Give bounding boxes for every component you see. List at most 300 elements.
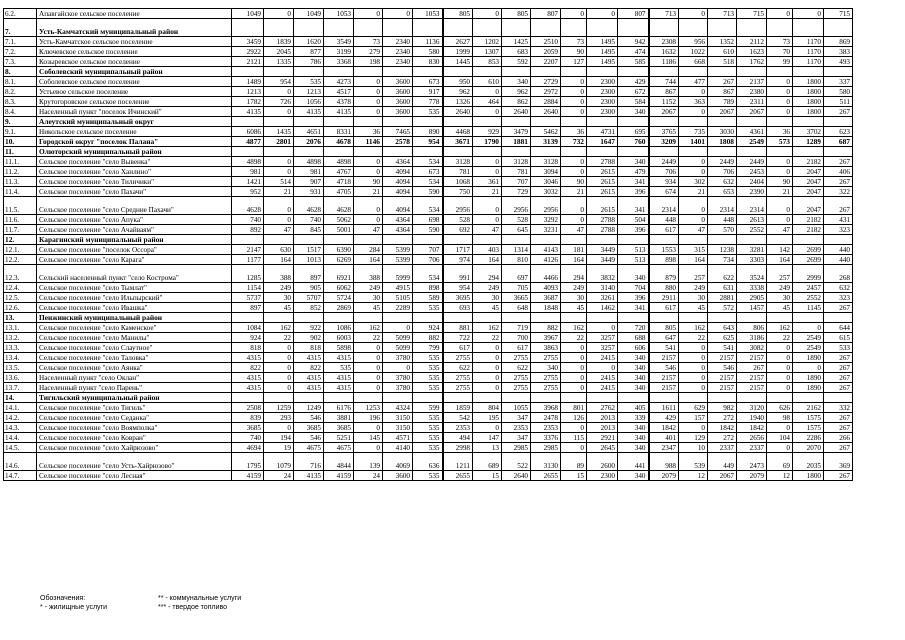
value-cell: 267 — [824, 177, 853, 187]
value-cell: 1890 — [793, 373, 824, 383]
value-cell: 546 — [708, 363, 737, 373]
value-cell: 3600 — [383, 471, 413, 481]
value-cell: 3780 — [383, 353, 413, 363]
value-cell: 3702 — [793, 127, 824, 137]
value-cell: 0 — [354, 9, 383, 19]
value-cell: 0 — [473, 9, 502, 19]
value-cell: 572 — [708, 303, 737, 313]
value-cell: 805 — [649, 323, 679, 333]
settlement-name-cell: Сельское поселение "село Усть-Хайрюзово" — [37, 453, 232, 471]
value-cell: 340 — [502, 77, 531, 87]
value-cell: 4135 — [294, 107, 324, 117]
value-cell: 720 — [618, 323, 649, 333]
value-cell — [649, 235, 679, 245]
value-cell: 535 — [413, 383, 443, 393]
value-cell: 0 — [561, 197, 587, 215]
value-cell: 36 — [354, 127, 383, 137]
value-cell — [767, 313, 793, 323]
row-number-cell: 14.7. — [4, 471, 37, 481]
value-cell: 862 — [502, 97, 531, 107]
value-cell: 3292 — [531, 215, 561, 225]
value-cell: 735 — [679, 127, 708, 137]
value-cell: 897 — [294, 265, 324, 283]
value-cell: 164 — [473, 255, 502, 265]
value-cell: 162 — [264, 323, 294, 333]
value-cell: 1314 — [502, 245, 531, 255]
value-cell — [824, 19, 853, 37]
value-cell: 0 — [264, 343, 294, 353]
value-cell: 2415 — [587, 373, 618, 383]
settlement-name-cell: Апавгайское сельское поселение — [37, 9, 232, 19]
settlement-name-cell: Городской округ "поселок Палана" — [37, 137, 232, 147]
value-cell: 981 — [232, 167, 264, 177]
table-row — [4, 177, 853, 187]
value-cell — [824, 313, 853, 323]
value-cell: 0 — [767, 97, 793, 107]
value-cell: 0 — [354, 383, 383, 393]
value-cell: 1800 — [793, 87, 824, 97]
value-cell — [264, 313, 294, 323]
value-cell: 139 — [354, 453, 383, 471]
settlement-name-cell: Тигильский муниципальный район — [37, 393, 232, 403]
value-cell: 1842 — [649, 423, 679, 433]
value-cell: 3549 — [324, 37, 354, 47]
value-cell — [793, 67, 824, 77]
value-cell: 0 — [679, 9, 708, 19]
value-cell — [294, 117, 324, 127]
value-cell: 3139 — [531, 137, 561, 147]
value-cell: 340 — [531, 363, 561, 373]
row-number-cell: 14.6. — [4, 453, 37, 471]
value-cell: 4678 — [324, 137, 354, 147]
settlement-name-cell: Сельское поселение "село Лесная" — [37, 471, 232, 481]
table-row — [4, 433, 853, 443]
value-cell: 0 — [561, 343, 587, 353]
value-cell: 3600 — [383, 97, 413, 107]
value-cell: 30 — [354, 293, 383, 303]
value-cell: 1517 — [294, 245, 324, 255]
value-cell: 2613 — [737, 215, 767, 225]
value-cell: 1575 — [793, 413, 824, 423]
table-row — [4, 57, 853, 67]
value-cell: 599 — [413, 403, 443, 413]
value-cell: 5099 — [383, 343, 413, 353]
value-cell: 2615 — [587, 187, 618, 197]
value-cell: 622 — [708, 265, 737, 283]
value-cell: 22 — [473, 333, 502, 343]
value-cell: 689 — [473, 453, 502, 471]
value-cell: 294 — [561, 265, 587, 283]
table-row — [4, 77, 853, 87]
value-cell: 1800 — [793, 77, 824, 87]
value-cell: 1795 — [232, 453, 264, 471]
value-cell: 573 — [767, 137, 793, 147]
value-cell: 2380 — [737, 87, 767, 97]
value-cell: 341 — [618, 303, 649, 313]
value-cell: 924 — [413, 323, 443, 333]
value-cell: 401 — [649, 433, 679, 443]
value-cell — [679, 67, 708, 77]
value-cell: 22 — [354, 333, 383, 343]
value-cell: 1401 — [679, 137, 708, 147]
value-cell: 3881 — [324, 413, 354, 423]
value-cell — [383, 19, 413, 37]
value-cell: 0 — [264, 215, 294, 225]
value-cell: 570 — [708, 225, 737, 235]
value-cell: 1170 — [793, 57, 824, 67]
value-cell: 145 — [354, 433, 383, 443]
value-cell: 341 — [618, 197, 649, 215]
value-cell: 897 — [232, 303, 264, 313]
value-cell: 2157 — [708, 383, 737, 393]
value-cell — [443, 117, 473, 127]
settlement-name-cell: Сельский населенный пункт "село Кострома" — [37, 265, 232, 283]
value-cell — [502, 393, 531, 403]
value-cell: 2755 — [531, 373, 561, 383]
value-cell: 713 — [708, 9, 737, 19]
value-cell: 672 — [618, 87, 649, 97]
settlement-name-cell: Соболевский муниципальный район — [37, 67, 232, 77]
value-cell: 2473 — [737, 453, 767, 471]
value-cell: 69 — [767, 453, 793, 471]
value-cell — [824, 67, 853, 77]
table-row — [4, 215, 853, 225]
value-cell: 98 — [767, 413, 793, 423]
value-cell: 396 — [618, 293, 649, 303]
value-cell: 45 — [264, 303, 294, 313]
value-cell — [793, 117, 824, 127]
table-row — [4, 343, 853, 353]
value-cell: 47 — [679, 225, 708, 235]
value-cell — [679, 235, 708, 245]
value-cell: 0 — [679, 343, 708, 353]
value-cell: 90 — [354, 177, 383, 187]
table-row — [4, 293, 853, 303]
value-cell: 535 — [413, 107, 443, 117]
value-cell: 2353 — [531, 423, 561, 433]
value-cell: 5724 — [324, 293, 354, 303]
value-cell: 429 — [618, 77, 649, 87]
value-cell: 198 — [354, 57, 383, 67]
value-cell — [473, 235, 502, 245]
value-cell: 0 — [561, 443, 587, 453]
row-number-cell: 13.5. — [4, 363, 37, 373]
value-cell: 2905 — [737, 293, 767, 303]
value-cell: 0 — [767, 343, 793, 353]
value-cell: 1808 — [708, 137, 737, 147]
value-cell: 2922 — [232, 47, 264, 57]
value-cell: 2645 — [587, 443, 618, 453]
value-cell — [232, 313, 264, 323]
value-cell: 164 — [679, 255, 708, 265]
row-number-cell: 10. — [4, 137, 37, 147]
value-cell: 535 — [413, 363, 443, 373]
value-cell: 892 — [232, 225, 264, 235]
table-row — [4, 363, 853, 373]
value-cell: 267 — [824, 303, 853, 313]
value-cell: 1881 — [502, 137, 531, 147]
value-cell — [793, 313, 824, 323]
settlement-name-cell: Сельское поселение "село Таловка" — [37, 353, 232, 363]
value-cell: 1999 — [443, 47, 473, 57]
value-cell: 3968 — [531, 403, 561, 413]
value-cell: 4143 — [531, 245, 561, 255]
value-cell: 2788 — [587, 215, 618, 225]
value-cell — [413, 67, 443, 77]
value-cell: 0 — [679, 353, 708, 363]
row-number-cell: 7.1. — [4, 37, 37, 47]
value-cell: 267 — [824, 423, 853, 433]
value-cell — [473, 313, 502, 323]
value-cell — [824, 393, 853, 403]
value-cell: 3600 — [383, 77, 413, 87]
value-cell: 0 — [767, 167, 793, 177]
value-cell: 867 — [649, 87, 679, 97]
value-cell — [531, 147, 561, 157]
value-cell: 2157 — [649, 383, 679, 393]
value-cell: 45 — [679, 303, 708, 313]
value-cell: 632 — [824, 283, 853, 293]
value-cell: 673 — [413, 77, 443, 87]
value-cell: 340 — [618, 423, 649, 433]
value-cell: 267 — [737, 363, 767, 373]
value-cell: 3303 — [737, 255, 767, 265]
value-cell: 5001 — [324, 225, 354, 235]
value-cell: 2956 — [531, 197, 561, 215]
value-cell — [618, 19, 649, 37]
value-cell: 5462 — [531, 127, 561, 137]
value-cell: 3780 — [383, 373, 413, 383]
value-cell — [443, 19, 473, 37]
value-cell: 716 — [294, 453, 324, 471]
value-cell — [561, 67, 587, 77]
value-cell — [383, 147, 413, 157]
value-cell: 2067 — [649, 107, 679, 117]
value-cell: 0 — [767, 443, 793, 453]
value-cell: 196 — [354, 413, 383, 423]
value-cell: 0 — [383, 9, 413, 19]
value-cell: 645 — [502, 225, 531, 235]
value-cell: 917 — [413, 87, 443, 97]
value-cell: 2985 — [502, 443, 531, 453]
value-cell: 5399 — [383, 255, 413, 265]
value-cell: 1170 — [793, 37, 824, 47]
settlement-name-cell: Ключевское сельское поселение — [37, 47, 232, 57]
value-cell — [294, 67, 324, 77]
value-cell: 0 — [264, 373, 294, 383]
row-number-cell: 11.7. — [4, 225, 37, 235]
value-cell: 3376 — [531, 433, 561, 443]
value-cell: 2615 — [587, 197, 618, 215]
value-cell: 513 — [618, 255, 649, 265]
value-cell: 2112 — [737, 37, 767, 47]
value-cell: 448 — [649, 215, 679, 225]
row-number-cell: 12.6. — [4, 303, 37, 313]
value-cell: 272 — [708, 433, 737, 443]
value-cell: 668 — [679, 57, 708, 67]
value-cell — [587, 67, 618, 77]
value-cell — [824, 147, 853, 157]
value-cell: 129 — [679, 433, 708, 443]
value-cell: 760 — [618, 137, 649, 147]
value-cell — [232, 235, 264, 245]
value-cell: 0 — [679, 383, 708, 393]
value-cell: 592 — [502, 57, 531, 67]
value-cell: 162 — [679, 323, 708, 333]
value-cell: 0 — [793, 9, 824, 19]
value-cell: 2300 — [587, 107, 618, 117]
value-cell: 2157 — [737, 373, 767, 383]
value-cell: 0 — [767, 87, 793, 97]
value-cell: 340 — [618, 471, 649, 481]
value-cell: 3832 — [587, 265, 618, 283]
value-cell — [294, 235, 324, 245]
value-cell: 2070 — [793, 443, 824, 453]
value-cell: 164 — [354, 255, 383, 265]
value-cell: 1890 — [793, 383, 824, 393]
value-cell: 3338 — [737, 283, 767, 293]
value-cell: 1326 — [443, 97, 473, 107]
settlement-name-cell: Усть-Камчатское сельское поселение — [37, 37, 232, 47]
value-cell: 4694 — [232, 443, 264, 453]
value-cell: 24 — [264, 471, 294, 481]
row-number-cell: 14.4. — [4, 433, 37, 443]
value-cell: 4675 — [294, 443, 324, 453]
row-number-cell: 9.1. — [4, 127, 37, 137]
value-cell: 1079 — [264, 453, 294, 471]
settlement-name-cell: Сельское поселение "село Слаутное" — [37, 343, 232, 353]
value-cell: 2157 — [737, 353, 767, 363]
value-cell: 740 — [232, 433, 264, 443]
table-row — [4, 383, 853, 393]
value-cell: 249 — [264, 283, 294, 293]
value-cell: 4468 — [443, 127, 473, 137]
settlement-name-cell: Сельское поселение "село Каменское" — [37, 323, 232, 333]
value-cell: 1800 — [793, 97, 824, 107]
value-cell: 934 — [649, 177, 679, 187]
value-cell: 674 — [649, 187, 679, 197]
value-cell: 3261 — [587, 293, 618, 303]
value-cell: 405 — [618, 403, 649, 413]
value-cell: 4898 — [294, 157, 324, 167]
value-cell: 3449 — [587, 255, 618, 265]
value-cell: 1352 — [708, 37, 737, 47]
value-cell: 21 — [679, 187, 708, 197]
value-cell: 1022 — [679, 47, 708, 57]
value-cell — [649, 19, 679, 37]
value-cell — [232, 19, 264, 37]
value-cell — [294, 19, 324, 37]
value-cell: 942 — [618, 37, 649, 47]
row-number-cell: 11.5. — [4, 197, 37, 215]
value-cell — [413, 393, 443, 403]
value-cell: 1259 — [264, 403, 294, 413]
row-number-cell: 14.3. — [4, 423, 37, 433]
settlement-name-cell: Сельское поселение "село Средние Пахачи" — [37, 197, 232, 215]
value-cell — [618, 67, 649, 77]
value-cell: 3695 — [443, 293, 473, 303]
value-cell: 707 — [413, 245, 443, 255]
value-cell: 0 — [587, 323, 618, 333]
value-cell — [767, 147, 793, 157]
row-number-cell: 7.3. — [4, 57, 37, 67]
value-cell: 2656 — [737, 433, 767, 443]
value-cell: 5251 — [324, 433, 354, 443]
settlement-name-cell: Сельское поселение "село Воямполка" — [37, 423, 232, 433]
value-cell: 5099 — [383, 333, 413, 343]
value-cell: 647 — [649, 333, 679, 343]
row-number-cell: 13.4. — [4, 353, 37, 363]
value-cell: 1421 — [232, 177, 264, 187]
value-cell — [383, 67, 413, 77]
value-cell: 3685 — [232, 423, 264, 433]
value-cell — [531, 67, 561, 77]
value-cell: 4361 — [737, 127, 767, 137]
value-cell: 3449 — [587, 245, 618, 255]
value-cell: 1782 — [232, 97, 264, 107]
value-cell: 10 — [679, 443, 708, 453]
value-cell: 494 — [443, 433, 473, 443]
value-cell: 732 — [561, 137, 587, 147]
value-cell: 1495 — [587, 37, 618, 47]
value-cell — [324, 117, 354, 127]
value-cell: 4628 — [324, 197, 354, 215]
value-cell: 2182 — [793, 225, 824, 235]
value-cell: 2869 — [324, 303, 354, 313]
value-cell: 4140 — [383, 443, 413, 453]
value-cell: 2147 — [232, 245, 264, 255]
settlement-name-cell: Сельское поселение "село Седанка" — [37, 413, 232, 423]
value-cell: 535 — [413, 471, 443, 481]
value-cell: 0 — [767, 383, 793, 393]
value-cell: 1623 — [737, 47, 767, 57]
value-cell: 464 — [473, 97, 502, 107]
value-cell: 1553 — [649, 245, 679, 255]
value-cell — [618, 117, 649, 127]
value-cell: 630 — [264, 245, 294, 255]
value-cell: 15 — [473, 471, 502, 481]
value-cell: 0 — [679, 197, 708, 215]
table-row — [4, 443, 853, 453]
value-cell: 90 — [561, 177, 587, 187]
value-cell: 4651 — [294, 127, 324, 137]
value-cell: 0 — [679, 363, 708, 373]
value-cell: 643 — [708, 323, 737, 333]
settlement-name-cell: Сельское поселение "село Пахачи" — [37, 187, 232, 197]
row-number-cell: 13.1. — [4, 323, 37, 333]
value-cell: 3209 — [649, 137, 679, 147]
value-cell: 698 — [413, 215, 443, 225]
value-cell — [324, 67, 354, 77]
settlement-name-cell: Сельское поселение "село Апука" — [37, 215, 232, 225]
value-cell: 22 — [561, 333, 587, 343]
value-cell: 4315 — [294, 383, 324, 393]
value-cell — [587, 147, 618, 157]
row-number-cell: 6.2. — [4, 9, 37, 19]
value-cell: 0 — [473, 353, 502, 363]
value-cell: 267 — [824, 353, 853, 363]
value-cell: 6086 — [232, 127, 264, 137]
value-cell: 706 — [413, 255, 443, 265]
value-cell: 3030 — [708, 127, 737, 137]
value-cell: 164 — [264, 255, 294, 265]
value-cell: 257 — [767, 265, 793, 283]
value-cell: 0 — [679, 373, 708, 383]
value-cell: 0 — [767, 157, 793, 167]
value-cell: 2045 — [264, 47, 294, 57]
value-cell — [737, 67, 767, 77]
table-row — [4, 187, 853, 197]
